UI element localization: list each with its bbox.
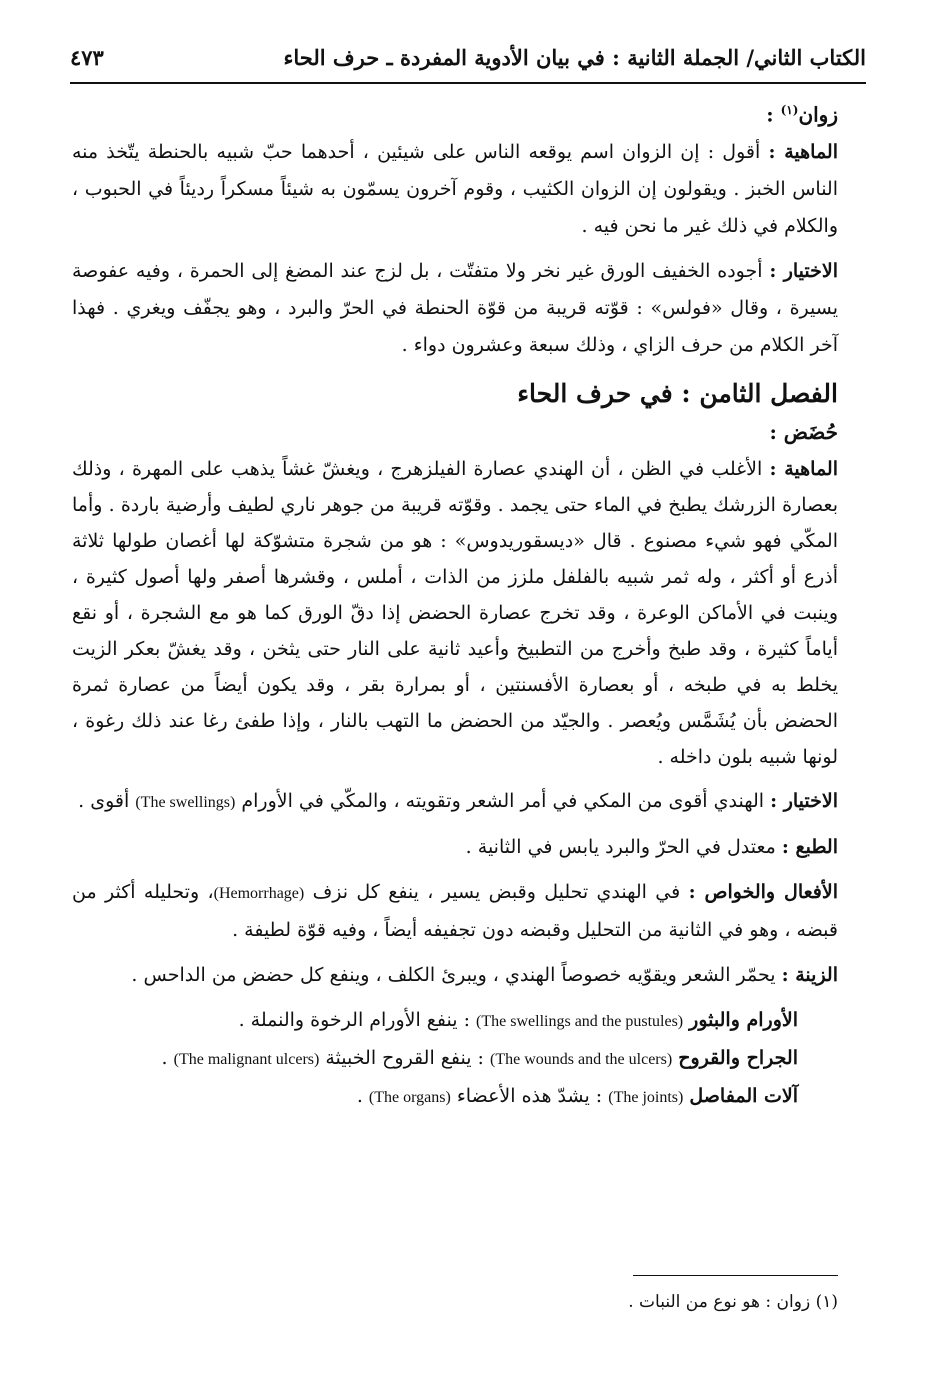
hudad-awram-text: : ينفع الأورام الرخوة والنملة . [238,1008,470,1031]
running-head-title: الكتاب الثاني/ الجملة الثانية : في بيان الأدوية المفردة ـ حرف الحاء [283,45,866,70]
hudad-ikhtiyar-end: أقوى . [78,789,130,812]
zawan-mahiya-paragraph [72,134,838,245]
awram-label: الأورام والبثور [689,1008,798,1031]
english-gloss: (Hemorrhage) [213,884,305,902]
entry-title-hudad: حُضَض : [769,419,838,444]
mafasil-label: آلات المفاصل [689,1084,798,1107]
hudad-mafasil-line [72,1078,838,1116]
hudad-afal-text-a: في الهندي تحليل وقبض يسير ، ينفع كل نزف [312,880,681,903]
hudad-ikhtiyar-paragraph [72,783,838,821]
hudad-tab-text: معتدل في الحرّ والبرد يابس في الثانية . [465,835,776,858]
zina-label: الزينة : [781,963,838,986]
tab-label: الطبع : [781,835,838,858]
hudad-mafasil-text: : يشدّ هذه الأعضاء [456,1084,603,1107]
english-gloss: (The wounds and the ulcers) [490,1050,673,1068]
english-gloss: (The joints) [608,1088,684,1106]
zawan-ikhtiyar-text: أجوده الخفيف الورق غير نخر ولا متفتّت ، بل لزج عند المضغ إلى الحمرة ، وفيه عفوصة يسيرة ، وقال «فولس» : قوّته قريبة من قوّة الحنطة في الحرّ والبرد ، وهو يجفّف ويغري . فهذا آخر الكلام من حرف الزاي ، وذلك سبعة وعشرون دواء . [72,259,838,356]
header-rule [70,82,866,84]
english-gloss: (The swellings) [135,793,236,811]
hudad-jirah-end: . [161,1046,168,1069]
hudad-mahiya-text: الأغلب في الظن ، أن الهندي عصارة الفيلزهرج ، ويغشّ غشاً يذهب على المهرة ، وذلك بعصارة الزرشك يطبخ في الماء حتى يجمد . وقوّته قريبة من جوهر ناري لطيف وأرضية باردة . وأما المكّي فهو شيء مصنوع . قال «ديسقوريدوس» : هو من شجرة متشوّكة لها أغصان طولها ثلاثة أذرع أو أكثر ، وله ثمر شبيه بالفلفل ملزز من الذات ، أملس ، وقشرها أصفر ولها أصول كثيرة ، وينبت في الأماكن الوعرة ، وقد تخرج عصارة الحضض إذا دقّ الورق كما هو مع الشجرة ، أو نقع أياماً كثيرة ، وقد طبخ وأخرج من التطبيخ وأعيد ثانية على النار حتى يثخن ، وقد يغشّ بعكر الزيت يخلط به في طبخه ، أو بعصارة الأفسنتين ، أو بمرارة بقر ، وقد يكون أيضاً من عصارة ثمرة الحضض بأن يُشَمَّس ويُعصر . والجيّد من الحضض ما التهب بالنار ، وإذا طفئ رغا عند ذلك رغوة ، لونها شبيه بلون داخله . [72,457,838,768]
chapter-title: الفصل الثامن : في حرف الحاء [517,378,838,408]
zawan-mahiya-text: أقول : إن الزوان اسم يوقعه الناس على شيئين ، أحدهما حبّ شبيه بالحنطة يتّخذ منه الناس الخبز . ويقولون إن الزوان الكثيب ، وقوم آخرون يسمّون به شيئاً مسكراً رديئاً في الحبوب ، والكلام في ذلك غير ما نحن فيه . [72,140,838,237]
footnote-rule [633,1275,838,1276]
page-number: ٤٧٣ [70,45,104,70]
entry-title-colon: : [766,102,774,127]
jirah-label: الجراح والقروح [678,1046,798,1069]
ikhtiyar-label: الاختيار : [769,259,838,282]
footnote-ref: (١) [780,103,799,117]
english-gloss: (The malignant ulcers) [173,1050,320,1068]
hudad-zina-text: يحمّر الشعر ويقوّيه خصوصاً الهندي ، ويبرئ الكلف ، وينفع كل حضض من الداحس . [131,963,776,986]
hudad-mafasil-end: . [356,1084,363,1107]
hudad-ikhtiyar-text: الهندي أقوى من المكي في أمر الشعر وتقويته ، والمكّي في الأورام [241,789,765,812]
entry-title-text: زوان [798,102,838,127]
afal-label: الأفعال والخواص : [688,880,838,903]
page-body [72,92,838,1116]
entry-title-zawan [72,92,838,134]
english-gloss: (The swellings and the pustules) [476,1012,684,1030]
footnote: (١) زوان : هو نوع من النبات . [628,1292,838,1312]
hudad-mahiya-paragraph [72,451,838,775]
running-head [70,30,866,70]
hudad-jirah-line [72,1040,838,1078]
english-gloss: (The organs) [368,1088,451,1106]
mahiya-label: الماهية : [769,457,838,480]
ikhtiyar-label: الاختيار : [770,789,838,812]
hudad-zina-paragraph [72,957,838,994]
mahiya-label: الماهية : [768,140,838,163]
hudad-awram-line [72,1002,838,1040]
zawan-ikhtiyar-paragraph [72,253,838,364]
hudad-jirah-text: : ينفع القروح الخبيثة [325,1046,484,1069]
hudad-afal-paragraph [72,874,838,949]
hudad-tab-paragraph [72,829,838,866]
hudad-afal-text-b: ، وتحليله أكثر من قبضه ، وهو في الثانية من التحليل وقبضه دون تجفيفه أيضاً ، وفيه قوّة لطيفة . [72,880,838,941]
